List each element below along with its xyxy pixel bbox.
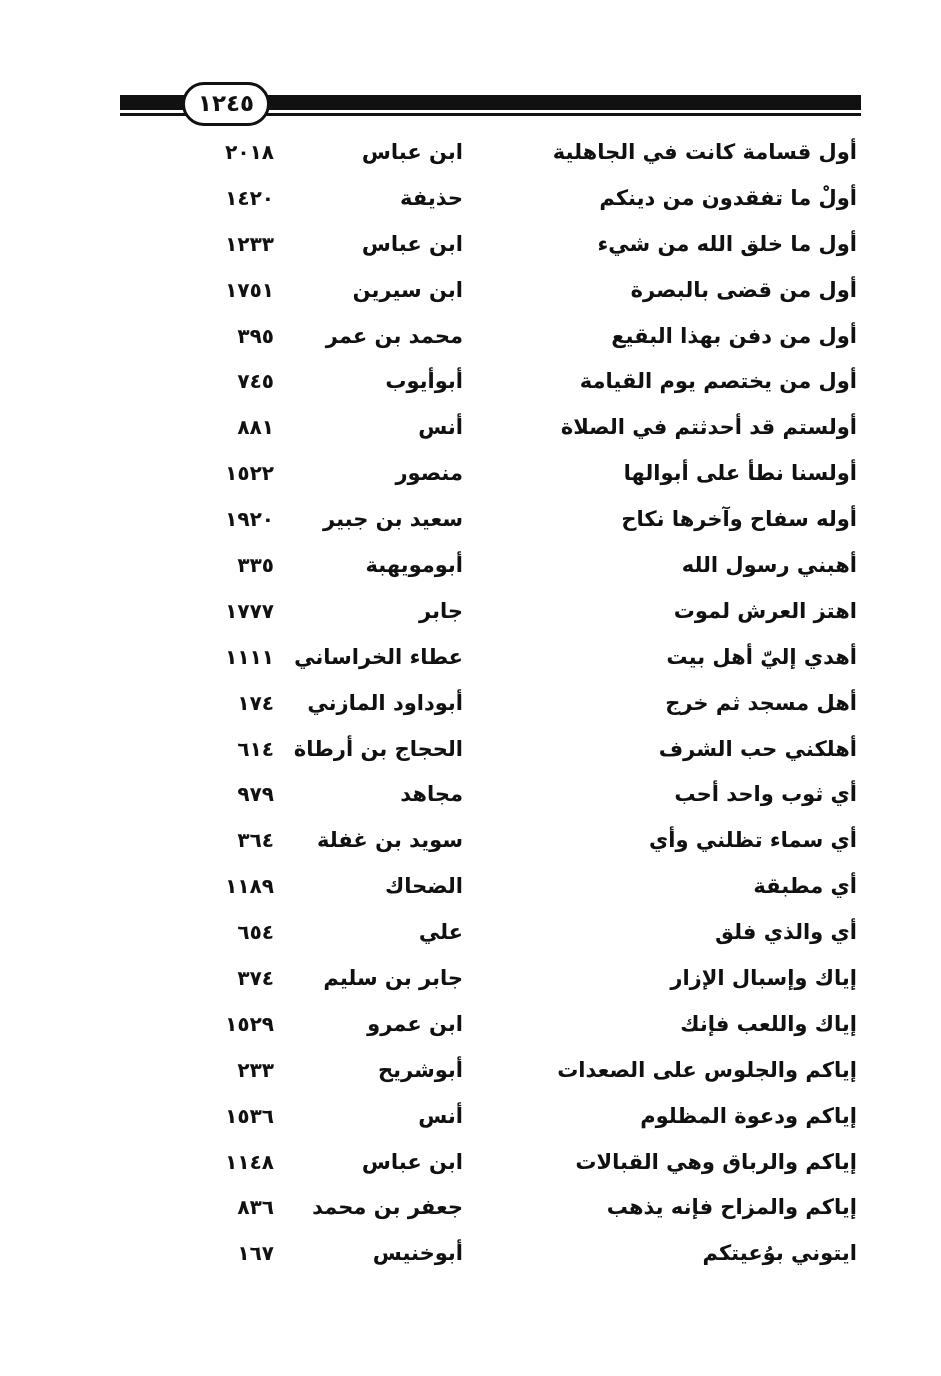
- table-row: [0, 320, 941, 366]
- hadith-number: ١٤٢٠: [225, 185, 274, 210]
- narrator: سعيد بن جبير: [323, 507, 463, 532]
- hadith-number: ٣٦٤: [237, 828, 274, 853]
- narrator: أنس: [418, 415, 463, 440]
- narrator: جعفر بن محمد: [312, 1195, 463, 1220]
- index-table: [0, 136, 941, 1283]
- table-row: [0, 457, 941, 503]
- hadith-number: ٢٣٣: [237, 1057, 274, 1082]
- hadith-text: أهدي إليّ أهل بيت: [666, 644, 857, 669]
- table-row: [0, 365, 941, 411]
- hadith-number: ١٥٢٩: [225, 1011, 274, 1036]
- table-row: [0, 503, 941, 549]
- table-row: [0, 778, 941, 824]
- hadith-text: أول قسامة كانت في الجاهلية: [552, 140, 857, 164]
- narrator: جابر بن سليم: [323, 966, 463, 991]
- table-row: [0, 1008, 941, 1054]
- table-row: [0, 641, 941, 687]
- narrator: حذيفة: [400, 185, 463, 210]
- hadith-text: أولسنا نطأ على أبوالها: [623, 461, 857, 486]
- hadith-number: ١١١١: [225, 644, 274, 669]
- hadith-text: أي ثوب واحد أحب: [674, 782, 857, 807]
- table-row: [0, 274, 941, 320]
- narrator: أبوأيوب: [385, 369, 463, 394]
- narrator: منصور: [395, 461, 463, 486]
- hadith-text: إياكم والجلوس على الصعدات: [557, 1057, 857, 1082]
- page-number: ١٢٤٥: [182, 82, 270, 126]
- hadith-number: ١٧٤: [237, 690, 274, 715]
- table-row: [0, 549, 941, 595]
- hadith-text: أي والذي فلق: [715, 920, 857, 945]
- table-row: [0, 687, 941, 733]
- hadith-number: ٦١٤: [237, 736, 274, 761]
- hadith-number: ١١٤٨: [225, 1149, 274, 1174]
- hadith-text: أول من دفن بهذا البقيع: [611, 323, 857, 348]
- hadith-text: أول ما خلق الله من شيء: [597, 231, 857, 256]
- hadith-text: أهلكني حب الشرف: [658, 736, 857, 761]
- hadith-number: ١٢٣٣: [225, 231, 274, 256]
- page-header: [120, 82, 861, 132]
- table-row: [0, 1054, 941, 1100]
- table-row: [0, 411, 941, 457]
- hadith-number: ٣٧٤: [237, 966, 274, 991]
- narrator: مجاهد: [400, 782, 463, 807]
- narrator: الحجاج بن أرطاة: [293, 736, 463, 761]
- hadith-number: ١٧٥١: [225, 277, 274, 302]
- narrator: أبوشريح: [378, 1057, 463, 1082]
- narrator: علي: [418, 920, 463, 945]
- hadith-text: أهبني رسول الله: [681, 553, 857, 578]
- hadith-number: ٩٧٩: [237, 782, 274, 807]
- hadith-number: ٨٨١: [237, 415, 274, 440]
- table-row: [0, 916, 941, 962]
- narrator: عطاء الخراساني: [294, 644, 463, 669]
- narrator: ابن عباس: [361, 1149, 463, 1174]
- hadith-number: ١٥٣٦: [225, 1103, 274, 1128]
- narrator: سويد بن غفلة: [316, 828, 463, 853]
- table-row: [0, 870, 941, 916]
- table-row: [0, 1100, 941, 1146]
- table-row: [0, 824, 941, 870]
- hadith-text: إياكم ودعوة المظلوم: [640, 1103, 857, 1128]
- hadith-text: أي مطبقة: [753, 874, 857, 899]
- hadith-text: إياكم والمزاح فإنه يذهب: [606, 1195, 857, 1220]
- table-row: [0, 182, 941, 228]
- hadith-text: أول من قضى بالبصرة: [630, 277, 857, 302]
- hadith-number: ٣٩٥: [237, 323, 274, 348]
- hadith-text: أولستم قد أحدثتم في الصلاة: [560, 415, 857, 440]
- hadith-number: ١٩٢٠: [225, 507, 274, 532]
- hadith-text: إياك وإسبال الإزار: [670, 966, 857, 991]
- hadith-number: ٨٣٦: [237, 1195, 274, 1220]
- narrator: ابن عمرو: [367, 1011, 463, 1036]
- hadith-number: ١٧٧٧: [225, 598, 274, 623]
- narrator: أبوخنيس: [372, 1241, 463, 1266]
- narrator: أبومويهبة: [365, 553, 463, 578]
- narrator: ابن عباس: [361, 231, 463, 256]
- hadith-text: أي سماء تظلني وأي: [649, 828, 857, 853]
- table-row: [0, 136, 941, 182]
- narrator: أبوداود المازني: [307, 690, 463, 715]
- hadith-text: أولْ ما تفقدون من دينكم: [599, 185, 857, 210]
- narrator: ابن سيرين: [352, 277, 463, 302]
- hadith-text: ايتوني بوُعيتكم: [702, 1241, 857, 1266]
- hadith-number: ٢٠١٨: [225, 140, 274, 164]
- narrator: أنس: [418, 1103, 463, 1128]
- hadith-text: أوله سفاح وآخرها نكاح: [621, 507, 857, 532]
- hadith-text: أول من يختصم يوم القيامة: [579, 369, 857, 394]
- table-row: [0, 733, 941, 779]
- table-row: [0, 228, 941, 274]
- hadith-number: ١٦٧: [237, 1241, 274, 1266]
- narrator: جابر: [419, 598, 463, 623]
- table-row: [0, 595, 941, 641]
- table-row: [0, 1146, 941, 1192]
- hadith-number: ٣٣٥: [237, 553, 274, 578]
- hadith-number: ١٥٢٢: [225, 461, 274, 486]
- hadith-text: إياك واللعب فإنك: [680, 1011, 857, 1036]
- hadith-text: إياكم والرباق وهي القبالات: [575, 1149, 857, 1174]
- table-row: [0, 1191, 941, 1237]
- hadith-number: ٦٥٤: [237, 920, 274, 945]
- narrator: الضحاك: [384, 874, 463, 899]
- hadith-text: اهتز العرش لموت: [673, 598, 857, 623]
- narrator: ابن عباس: [361, 140, 463, 164]
- hadith-number: ٧٤٥: [237, 369, 274, 394]
- hadith-text: أهل مسجد ثم خرج: [665, 690, 857, 715]
- hadith-number: ١١٨٩: [225, 874, 274, 899]
- table-row: [0, 962, 941, 1008]
- narrator: محمد بن عمر: [325, 323, 463, 348]
- table-row: [0, 1237, 941, 1283]
